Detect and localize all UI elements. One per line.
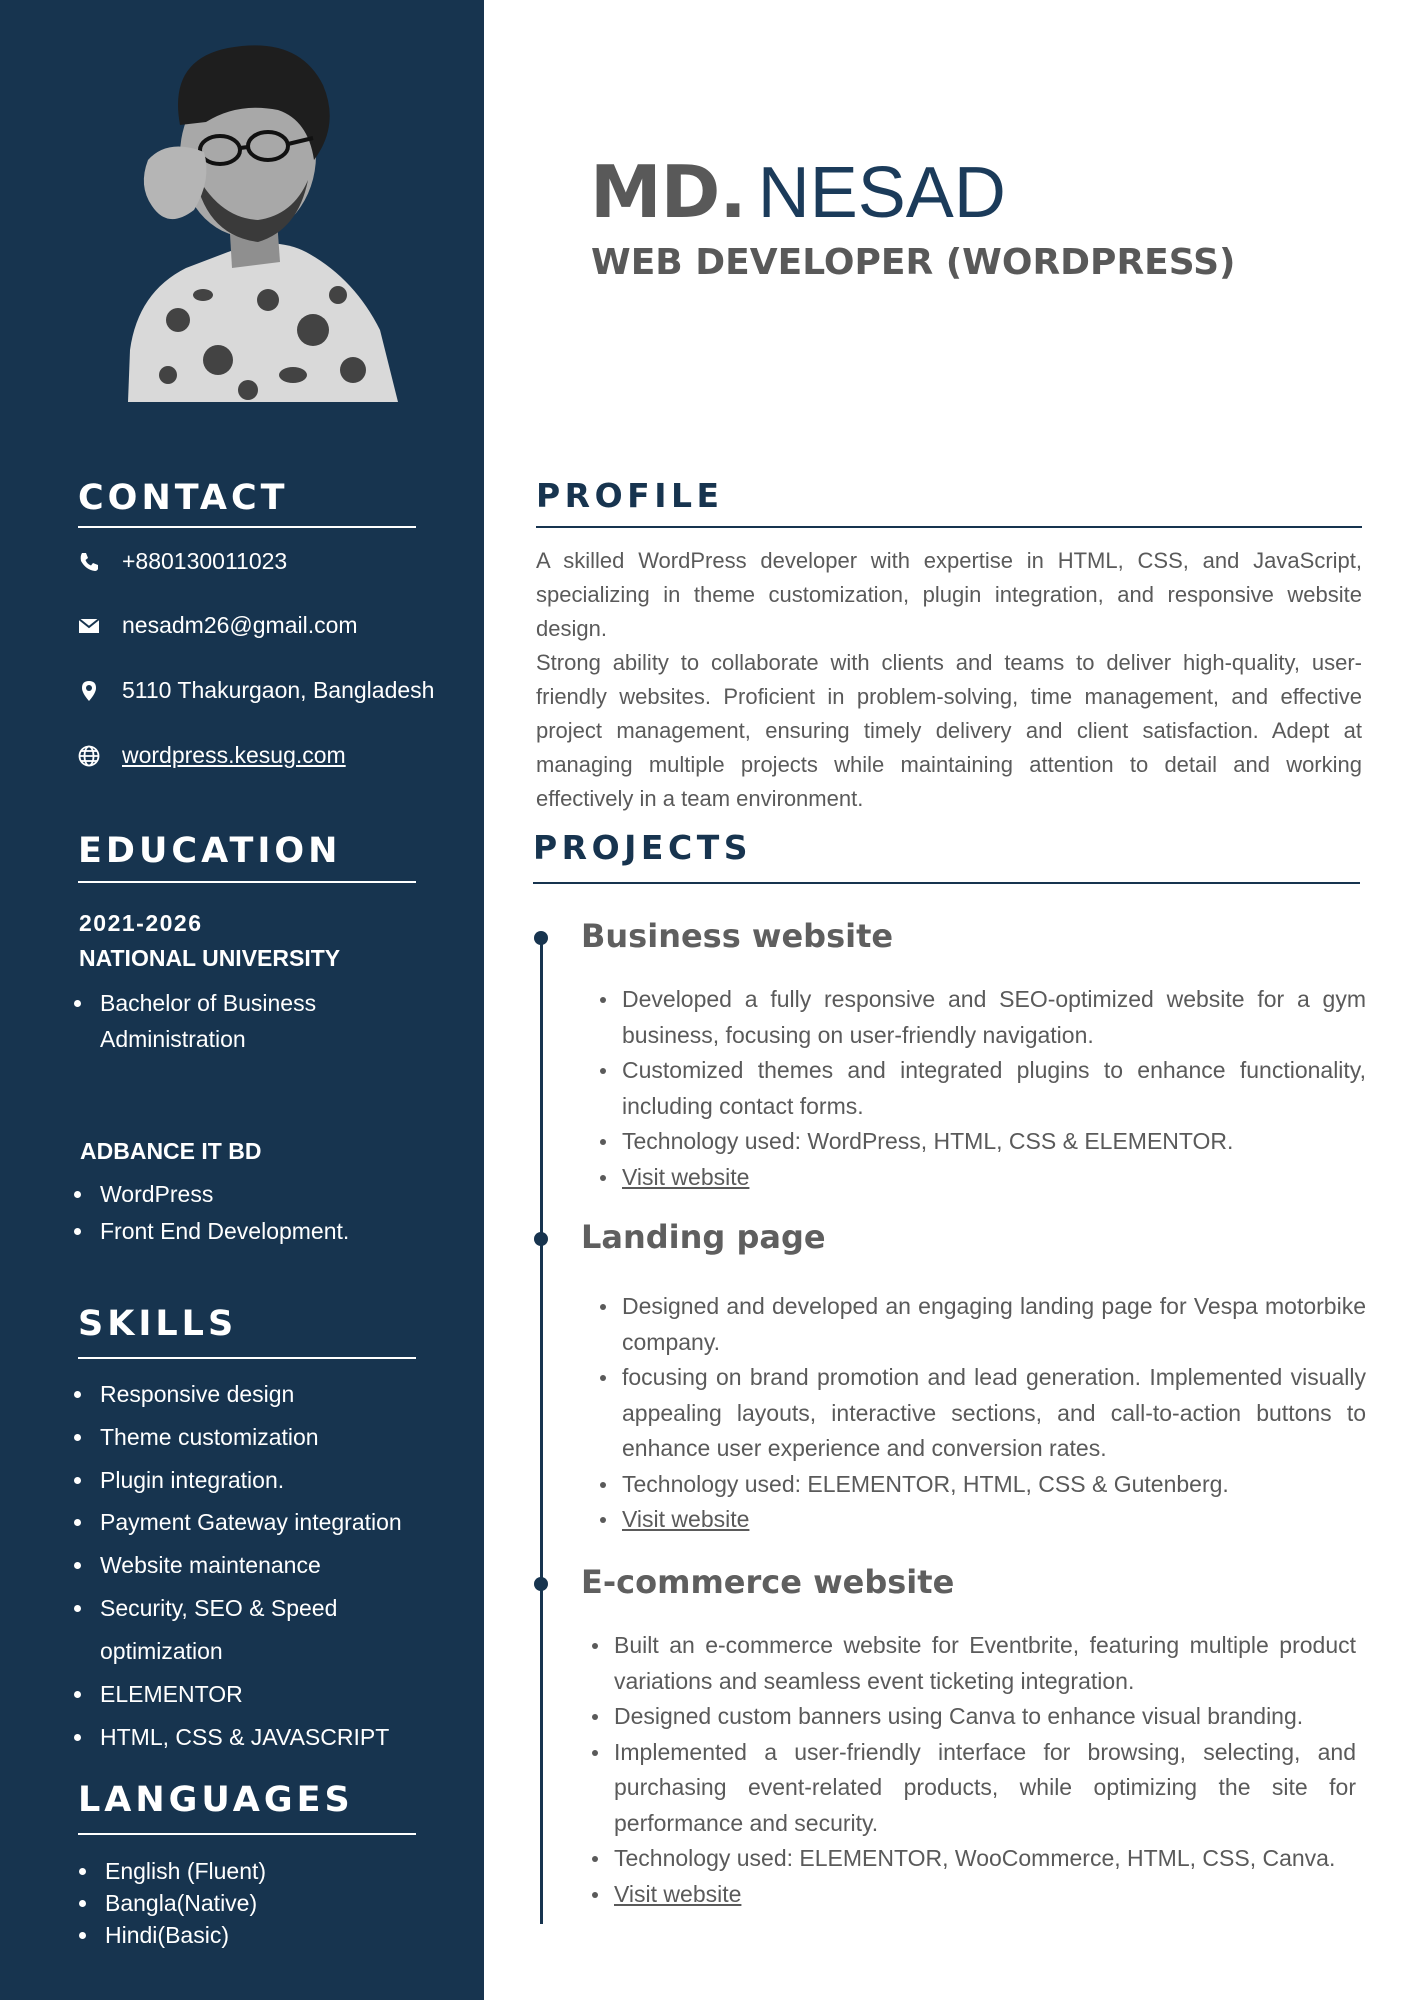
globe-icon [76, 743, 102, 769]
list-item: Payment Gateway integration [74, 1501, 454, 1544]
profile-heading: PROFILE [536, 476, 724, 515]
list-item: HTML, CSS & JAVASCRIPT [74, 1716, 454, 1759]
visit-website-link[interactable]: Visit website [614, 1880, 742, 1907]
list-item: focusing on brand promotion and lead generation. Implemented visually appealing layouts, interactive sections, and call-to-action buttons to enhance user experience and conversion rates. [596, 1360, 1366, 1467]
project-title: Business website [581, 917, 894, 955]
list-item [596, 1160, 1366, 1196]
project-title: Landing page [581, 1218, 826, 1256]
list-item: ELEMENTOR [74, 1673, 454, 1716]
projects-heading: PROJECTS [533, 828, 752, 867]
project-bullets [588, 1628, 1356, 1912]
project-bullets [596, 982, 1366, 1195]
visit-website-link[interactable]: Visit website [622, 1163, 750, 1190]
skills-divider [78, 1357, 416, 1359]
list-item: Responsive design [74, 1373, 454, 1416]
profile-divider [536, 526, 1362, 528]
education-heading: EDUCATION [78, 831, 342, 871]
list-item: Technology used: WordPress, HTML, CSS & ELEMENTOR. [596, 1124, 1366, 1160]
list-item: Designed and developed an engaging landing page for Vespa motorbike company. [596, 1289, 1366, 1360]
visit-website-link[interactable]: Visit website [622, 1506, 750, 1532]
email-address: nesadm26@gmail.com [122, 612, 358, 638]
list-item: WordPress [74, 1176, 349, 1213]
contact-heading: CONTACT [78, 478, 289, 518]
address-text: 5110 Thakurgaon, Bangladesh [122, 677, 435, 703]
contact-website[interactable] [76, 742, 346, 769]
contact-divider [78, 526, 416, 528]
skills-heading: SKILLS [78, 1304, 238, 1344]
skills-list [74, 1373, 454, 1759]
list-item: Bachelor of Business Administration [74, 985, 374, 1057]
location-pin-icon [76, 678, 102, 704]
languages-divider [78, 1833, 416, 1835]
education-degree-list [74, 985, 374, 1057]
list-item: Technology used: ELEMENTOR, WooCommerce, HTML, CSS, Canva. [588, 1841, 1356, 1877]
list-item: Developed a fully responsive and SEO-optimized website for a gym business, focusing on user-friendly navigation. [596, 982, 1366, 1053]
list-item: English (Fluent) [79, 1855, 266, 1887]
timeline-dot [534, 1577, 548, 1591]
list-item: Bangla(Native) [79, 1887, 266, 1919]
list-item: Website maintenance [74, 1544, 454, 1587]
list-item: Designed custom banners using Canva to enhance visual branding. [588, 1699, 1356, 1735]
list-item: Implemented a user-friendly interface for browsing, selecting, and purchasing event-related products, while optimizing the site for performance and security. [588, 1735, 1356, 1842]
project-title: E-commerce website [581, 1563, 955, 1601]
name-last: NESAD [757, 153, 1006, 233]
mail-icon [76, 613, 102, 639]
list-item: Built an e-commerce website for Eventbrite, featuring multiple product variations and seamless event ticketing integration. [588, 1628, 1356, 1699]
candidate-name [590, 150, 1006, 234]
projects-divider [533, 882, 1360, 884]
list-item: Front End Development. [74, 1213, 349, 1250]
education-institution: NATIONAL UNIVERSITY [79, 945, 341, 971]
phone-icon [76, 549, 102, 575]
list-item: Hindi(Basic) [79, 1919, 266, 1951]
education-divider [78, 881, 416, 883]
list-item [588, 1877, 1356, 1913]
website-link[interactable]: wordpress.kesug.com [122, 742, 346, 768]
list-item: Technology used: ELEMENTOR, HTML, CSS & Gutenberg. [596, 1467, 1366, 1503]
languages-heading: LANGUAGES [78, 1780, 354, 1820]
contact-email [76, 612, 358, 639]
list-item: Security, SEO & Speed optimization [74, 1587, 354, 1673]
phone-number: +880130011023 [122, 548, 288, 574]
profile-summary [536, 544, 1362, 816]
education-course-list [74, 1176, 349, 1250]
contact-address [76, 677, 434, 704]
list-item [596, 1502, 1366, 1538]
sidebar [0, 0, 484, 2000]
contact-phone [76, 548, 287, 575]
profile-paragraph: Strong ability to collaborate with clients and teams to deliver high-quality, user-friendly websites. Proficient in problem-solving, time management, and effective project management, ensuring timely delivery and client satisfaction. Adept at managing multiple projects while maintaining attention to detail and working effectively in a team environment. [536, 650, 1362, 811]
education-institution: ADBANCE IT BD [80, 1138, 262, 1164]
timeline-dot [534, 1232, 548, 1246]
languages-list [79, 1855, 266, 1951]
list-item: Customized themes and integrated plugins to enhance functionality, including contact forms. [596, 1053, 1366, 1124]
profile-photo [108, 30, 398, 402]
name-first: MD. [590, 150, 746, 234]
job-title: WEB DEVELOPER (WORDPRESS) [591, 242, 1236, 283]
projects-timeline [540, 936, 543, 1924]
education-years: 2021-2026 [79, 910, 203, 936]
list-item: Plugin integration. [74, 1459, 454, 1502]
profile-paragraph: A skilled WordPress developer with expertise in HTML, CSS, and JavaScript, specializing in theme customization, plugin integration, and responsive website design. [536, 548, 1362, 641]
project-bullets [596, 1289, 1366, 1538]
list-item: Theme customization [74, 1416, 454, 1459]
timeline-dot [534, 931, 548, 945]
